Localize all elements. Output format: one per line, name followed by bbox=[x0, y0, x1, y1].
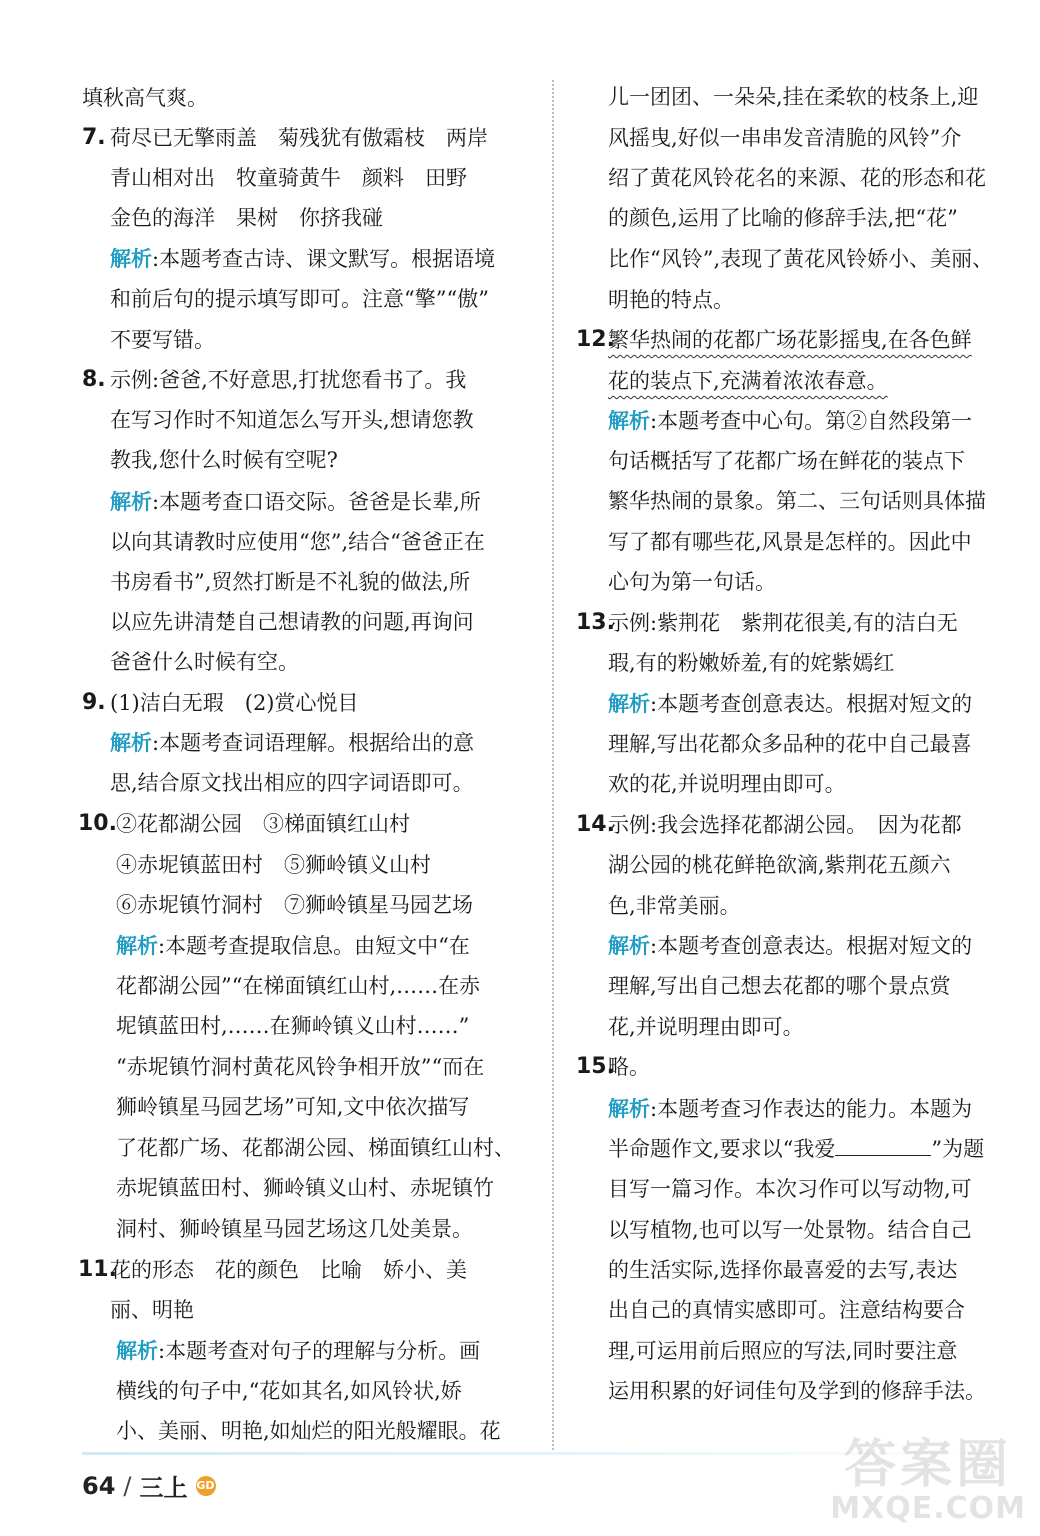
analysis-line bbox=[608, 1089, 972, 1129]
line-text: 绍了黄花风铃花名的来源、花的形态和花 bbox=[608, 166, 986, 190]
line-text: :本题考查古诗、课文默写。根据语境 bbox=[152, 247, 496, 271]
analysis-label: 解析 bbox=[608, 1097, 650, 1121]
page-number: 64 bbox=[82, 1471, 116, 1500]
text-line bbox=[608, 1129, 984, 1169]
text-line bbox=[608, 1250, 957, 1290]
text-line bbox=[110, 118, 488, 158]
text-line bbox=[608, 1290, 965, 1330]
line-text: :本题考查创意表达。根据对短文的 bbox=[650, 692, 973, 716]
text-line bbox=[116, 966, 480, 1006]
text-line bbox=[608, 1331, 957, 1371]
question-number: 15. bbox=[576, 1054, 615, 1079]
line-text: 以写植物,也可以写一处景物。结合自己 bbox=[608, 1218, 972, 1242]
text-line bbox=[608, 481, 986, 521]
analysis-label: 解析 bbox=[110, 731, 152, 755]
line-text: “赤坭镇竹洞村黄花风铃争相开放”“而在 bbox=[116, 1055, 485, 1079]
line-text: 出自己的真情实感即可。注意结构要合 bbox=[608, 1298, 965, 1322]
analysis-line bbox=[608, 684, 972, 724]
question-number: 11. bbox=[78, 1257, 117, 1282]
text-line bbox=[608, 118, 961, 158]
analysis-label: 解析 bbox=[116, 934, 158, 958]
text-line bbox=[116, 804, 410, 844]
text-line bbox=[116, 1128, 515, 1168]
text-line bbox=[608, 522, 972, 562]
analysis-line bbox=[110, 482, 481, 522]
line-text: 理解,写出自己想去花都的哪个景点赏 bbox=[608, 974, 951, 998]
footer-separator: / bbox=[123, 1471, 132, 1500]
text-line bbox=[608, 280, 734, 320]
line-text: 心句为第一句话。 bbox=[608, 570, 776, 594]
text-line bbox=[110, 1250, 467, 1290]
line-text: :本题考查词语理解。根据给出的意 bbox=[152, 731, 475, 755]
line-text: :本题考查提取信息。由短文中“在 bbox=[158, 934, 470, 958]
text-line bbox=[608, 1169, 972, 1209]
line-text: 理,可运用前后照应的写法,同时要注意 bbox=[608, 1339, 958, 1363]
text-line bbox=[110, 642, 299, 682]
line-text: 了花都广场、花都湖公园、梯面镇红山村、 bbox=[116, 1136, 515, 1160]
fill-blank bbox=[835, 1129, 931, 1156]
question-number: 12. bbox=[576, 327, 615, 352]
text-line bbox=[608, 441, 965, 481]
line-text: 坭镇蓝田村,……在狮岭镇义山村……” bbox=[116, 1014, 470, 1038]
line-text: 丽、明艳 bbox=[110, 1298, 194, 1322]
line-text: :本题考查习作表达的能力。本题为 bbox=[650, 1097, 973, 1121]
watermark-url: MXQE.COM bbox=[830, 1491, 1026, 1526]
text-line bbox=[608, 1047, 650, 1087]
text-line bbox=[110, 279, 489, 319]
text-line bbox=[110, 198, 383, 238]
question-number: 9. bbox=[82, 690, 106, 715]
watermark bbox=[830, 1422, 1026, 1526]
line-text: 的生活实际,选择你最喜爱的去写,表达 bbox=[608, 1258, 958, 1282]
text-line bbox=[608, 724, 972, 764]
line-text: 花,并说明理由即可。 bbox=[608, 1015, 804, 1039]
analysis-label: 解析 bbox=[116, 1339, 158, 1363]
analysis-line bbox=[110, 239, 495, 279]
line-text: :本题考查口语交际。爸爸是长辈,所 bbox=[152, 490, 481, 514]
analysis-label: 解析 bbox=[608, 934, 650, 958]
line-text: 洞村、狮岭镇星马园艺场这几处美景。 bbox=[116, 1217, 473, 1241]
line-text: 繁华热闹的景象。第二、三句话则具体描 bbox=[608, 489, 986, 513]
line-text: 明艳的特点。 bbox=[608, 288, 734, 312]
line-text: 狮岭镇星马园艺场”可知,文中依次描写 bbox=[116, 1095, 470, 1119]
line-text: 句话概括写了花都广场在鲜花的装点下 bbox=[608, 449, 965, 473]
line-text: 理解,写出花都众多品种的花中自己最喜 bbox=[608, 732, 972, 756]
text-line bbox=[608, 239, 993, 279]
line-text: 横线的句子中,“花如其名,如风铃状,娇 bbox=[116, 1379, 462, 1403]
line-text: 略。 bbox=[608, 1055, 650, 1079]
question-number: 14. bbox=[576, 812, 615, 837]
line-text: 花都湖公园”“在梯面镇红山村,……在赤 bbox=[116, 974, 481, 998]
text-line bbox=[82, 78, 208, 118]
text-line bbox=[608, 320, 972, 360]
text-line bbox=[116, 1006, 469, 1046]
line-text: 色,非常美丽。 bbox=[608, 894, 741, 918]
grade-label: 三上 bbox=[139, 1474, 188, 1502]
line-text: 思,结合原文找出相应的四字词语即可。 bbox=[110, 771, 474, 795]
text-line bbox=[608, 361, 888, 401]
line-text: 在写习作时不知道怎么写开头,想请您教 bbox=[110, 408, 474, 432]
line-text: 书房看书”,贸然打断是不礼貌的做法,所 bbox=[110, 570, 471, 594]
line-text: 小、美丽、明艳,如灿烂的阳光般耀眼。花 bbox=[116, 1419, 501, 1443]
line-text: 儿一团团、一朵朵,挂在柔软的枝条上,迎 bbox=[608, 85, 979, 109]
line-text: ⑥赤坭镇竹洞村 ⑦狮岭镇星马园艺场 bbox=[116, 893, 473, 917]
text-line bbox=[110, 683, 359, 723]
analysis-label: 解析 bbox=[110, 247, 152, 271]
line-text: (1)洁白无瑕 (2)赏心悦目 bbox=[110, 691, 359, 715]
analysis-line bbox=[608, 401, 972, 441]
text-line bbox=[110, 320, 215, 360]
analysis-line bbox=[116, 926, 470, 966]
text-line bbox=[116, 1087, 469, 1127]
text-line bbox=[116, 845, 431, 885]
analysis-label: 解析 bbox=[608, 409, 650, 433]
text-line bbox=[608, 886, 741, 926]
line-text: 爸爸什么时候有空。 bbox=[110, 650, 299, 674]
text-line bbox=[116, 1209, 473, 1249]
text-line bbox=[608, 1007, 804, 1047]
question-number: 7. bbox=[82, 125, 106, 150]
analysis-label: 解析 bbox=[608, 692, 650, 716]
line-text: 金色的海洋 果树 你挤我碰 bbox=[110, 206, 383, 230]
text-line bbox=[116, 885, 473, 925]
text-line bbox=[110, 158, 467, 198]
line-text: 运用积累的好词佳句及学到的修辞手法。 bbox=[608, 1379, 986, 1403]
text-line bbox=[608, 198, 958, 238]
line-text: 填秋高气爽。 bbox=[82, 86, 208, 110]
column-divider bbox=[552, 80, 554, 1450]
text-line bbox=[608, 158, 986, 198]
line-text: 繁华热闹的花都广场花影摇曳,在各色鲜 bbox=[608, 328, 972, 352]
text-line bbox=[116, 1371, 462, 1411]
line-text: 示例:爸爸,不好意思,打扰您看书了。我 bbox=[110, 368, 467, 392]
line-text: :本题考查对句子的理解与分析。画 bbox=[158, 1339, 481, 1363]
text-line bbox=[608, 1371, 986, 1411]
line-text: 的颜色,运用了比喻的修辞手法,把“花” bbox=[608, 206, 958, 230]
line-text: 以应先讲清楚自己想请教的问题,再询问 bbox=[110, 610, 474, 634]
line-text: 风摇曳,好似一串串发音清脆的风铃”介 bbox=[608, 126, 962, 150]
text-line bbox=[110, 1290, 194, 1330]
line-text: 赤坭镇蓝田村、狮岭镇义山村、赤坭镇竹 bbox=[116, 1176, 494, 1200]
question-number: 8. bbox=[82, 367, 106, 392]
watermark-text: 答案圈 bbox=[844, 1435, 1013, 1495]
text-line bbox=[608, 805, 962, 845]
text-line bbox=[608, 845, 951, 885]
line-text: 示例:我会选择花都湖公园。 因为花都 bbox=[608, 813, 962, 837]
line-text: 不要写错。 bbox=[110, 328, 215, 352]
line-text: 以向其请教时应使用“您”,结合“爸爸正在 bbox=[110, 530, 485, 554]
analysis-line bbox=[110, 723, 474, 763]
text-line bbox=[608, 643, 894, 683]
text-line bbox=[116, 1168, 494, 1208]
line-text: 半命题作文,要求以“我爱 bbox=[608, 1137, 836, 1161]
text-line bbox=[110, 562, 470, 602]
analysis-line bbox=[116, 1331, 480, 1371]
line-text: ②花都湖公园 ③梯面镇红山村 bbox=[116, 812, 410, 836]
line-text: 写了都有哪些花,风景是怎样的。因此中 bbox=[608, 530, 972, 554]
line-text: 示例:紫荆花 紫荆花很美,有的洁白无 bbox=[608, 611, 958, 635]
line-text: 比作“风铃”,表现了黄花风铃娇小、美丽、 bbox=[608, 247, 994, 271]
text-line bbox=[110, 763, 474, 803]
line-text: ④赤坭镇蓝田村 ⑤狮岭镇义山村 bbox=[116, 853, 431, 877]
line-text: 青山相对出 牧童骑黄牛 颜料 田野 bbox=[110, 166, 467, 190]
line-text: 教我,您什么时候有空呢? bbox=[110, 448, 338, 472]
text-line bbox=[116, 1047, 484, 1087]
line-text: 花的装点下,充满着浓浓春意。 bbox=[608, 369, 888, 393]
text-line bbox=[608, 1210, 972, 1250]
question-number: 10. bbox=[78, 811, 117, 836]
line-text: 湖公园的桃花鲜艳欲滴,紫荆花五颜六 bbox=[608, 853, 951, 877]
analysis-label: 解析 bbox=[110, 490, 152, 514]
line-text: :本题考查创意表达。根据对短文的 bbox=[650, 934, 973, 958]
line-text: :本题考查中心句。第②自然段第一 bbox=[650, 409, 973, 433]
text-line bbox=[608, 764, 846, 804]
text-line bbox=[608, 562, 776, 602]
analysis-line bbox=[608, 926, 972, 966]
line-text: 欢的花,并说明理由即可。 bbox=[608, 772, 846, 796]
line-text: 目写一篇习作。本次习作可以写动物,可 bbox=[608, 1177, 972, 1201]
line-text-after-blank: ”为题 bbox=[931, 1137, 985, 1161]
text-line bbox=[110, 400, 474, 440]
text-line bbox=[116, 1411, 501, 1451]
question-number: 13. bbox=[576, 610, 615, 635]
line-text: 荷尽已无擎雨盖 菊残犹有傲霜枝 两岸 bbox=[110, 126, 488, 150]
text-line bbox=[110, 602, 474, 642]
text-line bbox=[608, 966, 951, 1006]
line-text: 瑕,有的粉嫩娇羞,有的姹紫嫣红 bbox=[608, 651, 895, 675]
text-line bbox=[608, 603, 958, 643]
page-footer bbox=[82, 1468, 216, 1503]
text-line bbox=[110, 360, 466, 400]
text-line bbox=[110, 440, 338, 480]
text-line bbox=[608, 77, 978, 117]
edition-badge: GD bbox=[196, 1476, 216, 1496]
text-line bbox=[110, 522, 485, 562]
line-text: 花的形态 花的颜色 比喻 娇小、美 bbox=[110, 1258, 467, 1282]
line-text: 和前后句的提示填写即可。注意“擎”“傲” bbox=[110, 287, 489, 311]
